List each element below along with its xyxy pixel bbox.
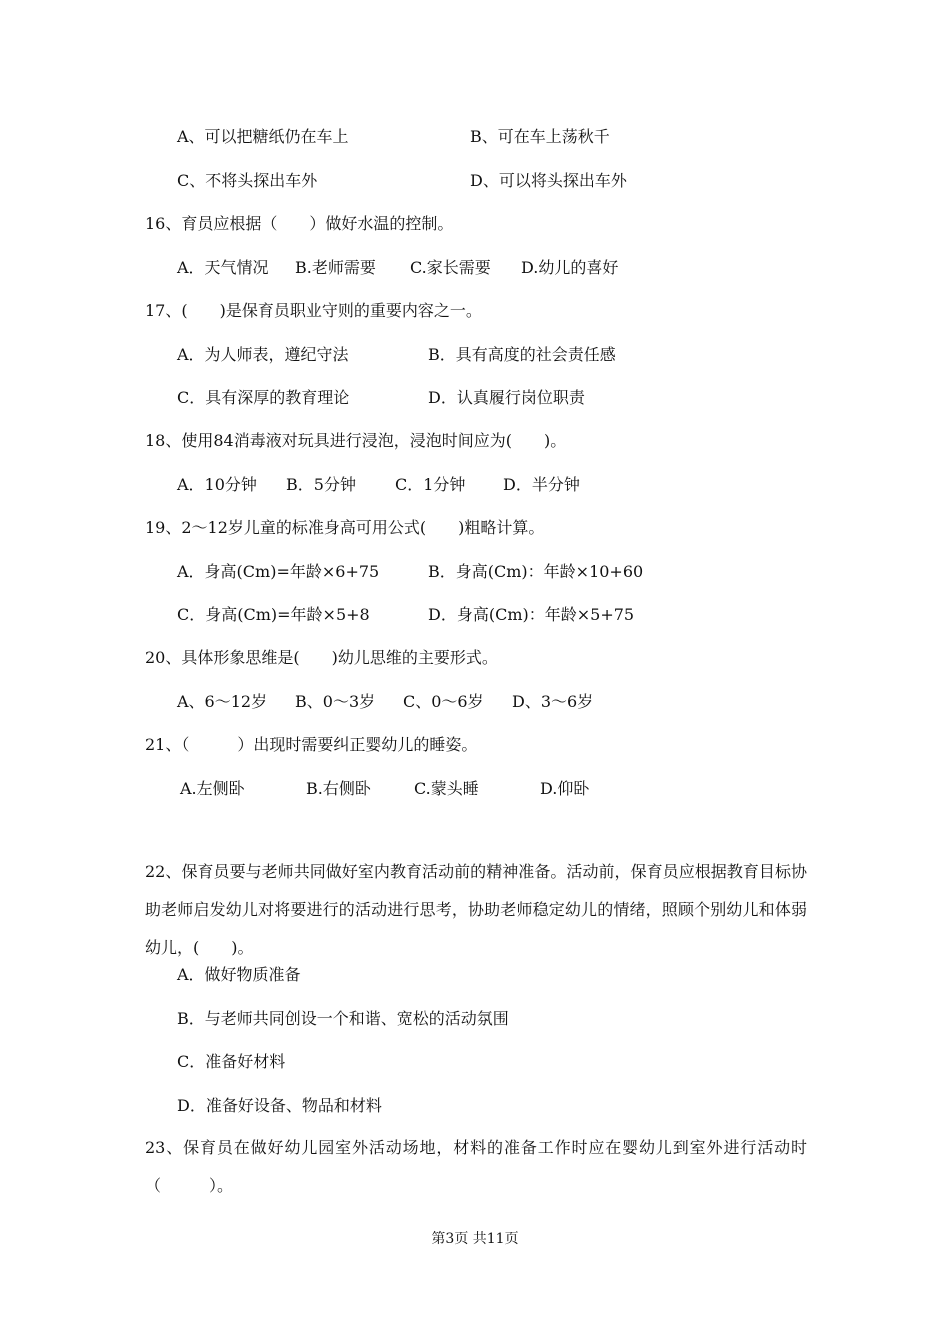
q16-option-d: D.幼儿的喜好 [521,258,619,277]
q16-option-c: C.家长需要 [410,258,491,277]
q22-option-d: D．准备好设备、物品和材料 [177,1096,382,1115]
q16-option-a: A．天气情况 [177,258,269,277]
q20-option-c: C、0～6岁 [403,692,484,711]
q18-option-b: B．5分钟 [286,475,356,494]
q20-option-a: A、6～12岁 [177,692,268,711]
q19-option-d: D．身高(Cm)：年龄×5+75 [428,605,635,624]
q19-stem: 19、2～12岁儿童的标准身高可用公式( )粗略计算。 [145,518,545,537]
q19-option-b: B．身高(Cm)：年龄×10+60 [428,562,644,581]
q20-option-d: D、3～6岁 [512,692,594,711]
q18-option-c: C．1分钟 [395,475,466,494]
q17-option-b: B．具有高度的社会责任感 [428,345,616,364]
q15-option-b: B、可在车上荡秋千 [470,127,610,146]
q23-stem: 23、保育员在做好幼儿园室外活动场地，材料的准备工作时应在婴幼儿到室外进行活动时（ ）。 [145,1138,807,1195]
q21-option-d: D.仰卧 [540,779,590,798]
q22-option-a: A．做好物质准备 [177,965,301,984]
q22-option-b: B．与老师共同创设一个和谐、宽松的活动氛围 [177,1009,509,1028]
q15-option-a: A、可以把糖纸仍在车上 [177,127,349,146]
q22-stem: 22、保育员要与老师共同做好室内教育活动前的精神准备。活动前，保育员应根据教育目标协助老师启发幼儿对将要进行的活动进行思考，协助老师稳定幼儿的情绪，照顾个别幼儿和体弱幼儿，( )。 [145,862,807,957]
q19-option-c: C．身高(Cm)=年龄×5+8 [177,605,370,624]
q19-option-a: A．身高(Cm)=年龄×6+75 [177,562,380,581]
q18-option-a: A．10分钟 [177,475,257,494]
q21-option-c: C.蒙头睡 [414,779,479,798]
q16-stem: 16、育员应根据（ ）做好水温的控制。 [145,214,454,233]
q20-option-b: B、0～3岁 [295,692,376,711]
q17-option-a: A．为人师表，遵纪守法 [177,345,349,364]
q18-stem: 18、使用84消毒液对玩具进行浸泡，浸泡时间应为( )。 [145,431,567,450]
page-number: 第3页 共11页 [431,1231,519,1247]
q21-stem: 21、（ ）出现时需要纠正婴幼儿的睡姿。 [145,735,478,754]
q20-stem: 20、具体形象思维是( )幼儿思维的主要形式。 [145,648,498,667]
q15-option-d: D、可以将头探出车外 [470,171,627,190]
q17-option-c: C．具有深厚的教育理论 [177,388,350,407]
q21-option-a: A.左侧卧 [180,779,245,798]
q16-option-b: B.老师需要 [295,258,376,277]
q17-stem: 17、( )是保育员职业守则的重要内容之一。 [145,301,482,320]
q18-option-d: D．半分钟 [503,475,580,494]
q21-option-b: B.右侧卧 [306,779,371,798]
q17-option-d: D．认真履行岗位职责 [428,388,585,407]
q15-option-c: C、不将头探出车外 [177,171,318,190]
q22-option-c: C．准备好材料 [177,1052,286,1071]
